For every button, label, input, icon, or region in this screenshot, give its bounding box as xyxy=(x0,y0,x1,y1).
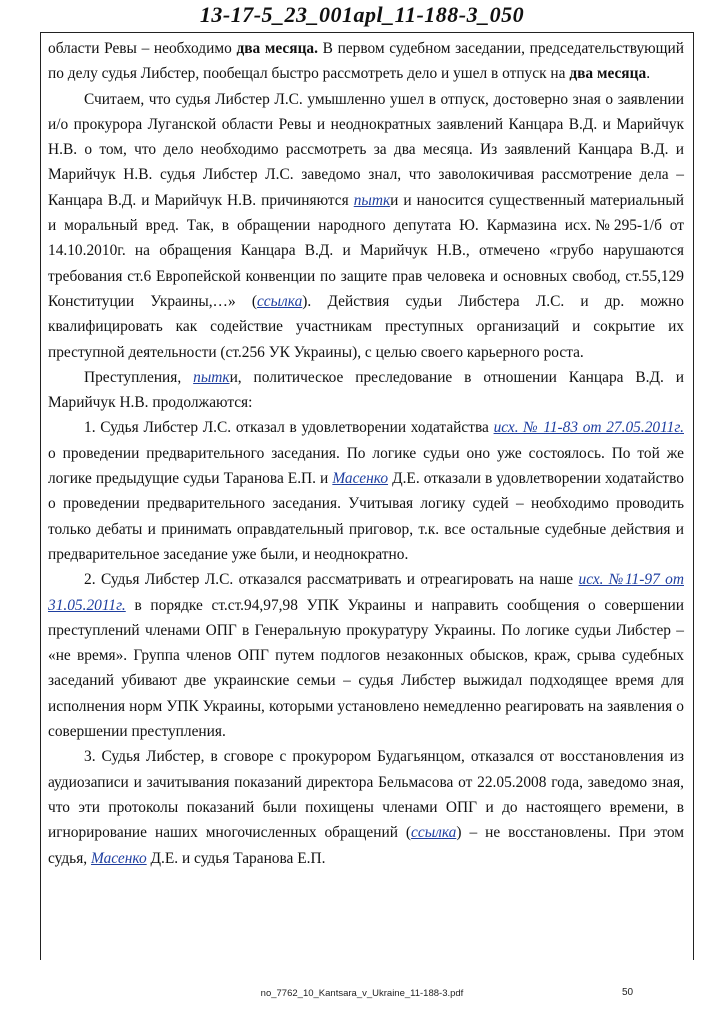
bold-text: два месяца xyxy=(569,65,647,83)
link-masenko[interactable]: Масенко xyxy=(90,849,147,867)
footer-filename: no_7762_10_Kantsara_v_Ukraine_11-188-3.pdf xyxy=(260,988,464,999)
text-run: о проведении предварительного заседания. По логике судьи оно уже состоялось. По той же логике предыдущие судьи Таранова Е.П. и xyxy=(48,444,684,488)
text-run: Преступления, xyxy=(84,368,194,386)
bold-text: два месяца. xyxy=(236,40,318,57)
paragraph-1 xyxy=(48,36,684,87)
link-reference[interactable]: ссылка xyxy=(256,292,303,310)
link-torture[interactable]: пытк xyxy=(193,368,230,386)
page-title: 13-17-5_23_001apl_11-188-3_050 xyxy=(199,2,525,27)
text-run: области Ревы – необходимо xyxy=(48,40,237,57)
text-run: Д.Е. отказали в удовлетворении ходатайство о проведении предварительного заседания. Учитывая логику судей – необходимо проводить только дебаты и принимать оправдательный приговор, т.к. все остальные судебные действия и предварительное заседание уже были, и неоднократно. xyxy=(48,470,684,563)
paragraph-5 xyxy=(48,567,684,744)
text-run: 2. Судья Либстер Л.С. отказался рассматривать и отреагировать на наше xyxy=(84,571,579,589)
text-run: Д.Е. и судья Таранова Е.П. xyxy=(146,849,326,867)
paragraph-3 xyxy=(48,365,684,416)
text-run: Считаем, что судья Либстер Л.С. умышленно ушел в отпуск, достоверно зная о заявлении и/о прокурора Луганской области Ревы и неоднократных заявлений Канцара В.Д. и Марийчук Н.В. о том, что дело необходимо рассмотреть за два месяца. Из заявлений Канцара В.Д. и Марийчук Н.В. судья Либстер Л.С. заведомо знал, что заволокичивая рассмотрение дела – Канцара В.Д. и Марийчук Н.В. причиняются xyxy=(48,90,684,209)
link-reference[interactable]: ссылка xyxy=(411,824,457,842)
link-torture[interactable]: пытк xyxy=(353,191,391,209)
paragraph-6 xyxy=(48,744,684,870)
link-motion-11-83[interactable]: исх. № 11-83 от 27.05.2011г. xyxy=(493,419,684,437)
text-run: 3. Судья Либстер, в сговоре с прокурором Будагьянцом, отказался от восстановления из аудиозаписи и зачитывания показаний директора Бельмасова от 22.05.2008 года, заведомо зная, что эти протоколы показаний были похищены членами ОПГ и до настоящего времени, в игнорирование наших многочисленных обращений ( xyxy=(48,748,684,842)
text-run: и, политическое преследование в отношении Канцара В.Д. и Марийчук Н.В. продолжаются: xyxy=(48,368,684,412)
text-run: и и наносится существенный материальный и моральный вред. Так, в обращении народного депутата Ю. Кармазина исх.№295-1/б от 14.10.2010г. на обращения Канцара В.Д. и Марийчук Н.В., отмечено «грубо нарушаются требования ст.6 Европейской конвенции по защите прав человека и основных свобод, ст.55,129 Конституции Украины,…» ( xyxy=(48,191,684,310)
text-run: ) – не восстановлены. При этом судья, xyxy=(48,824,684,867)
text-run: в порядке ст.ст.94,97,98 УПК Украины и направить сообщения о совершении преступлений членами ОПГ в Генеральную прокуратуру Украины. По логике судьи Либстер – «не время». Группа членов ОПГ путем подлогов незаконных обысков, краж, срыва судебных заседаний убивают две украинские семьи – судья Либстер выжидал подходящее время для исполнения норм УПК Украины, которыми установлено немедленно реагировать на заявления о совершении преступления. xyxy=(48,596,684,741)
paragraph-4 xyxy=(48,415,684,567)
text-run: В первом судебном заседании, председательствующий по делу судья Либстер, пообещал быстро рассмотреть дело и ушел в отпуск на xyxy=(48,40,684,83)
footer-page-number: 50 xyxy=(622,987,634,998)
link-motion-11-97[interactable]: исх. №11-97 от 31.05.2011г. xyxy=(48,571,684,614)
text-run: ). Действия судьи Либстера Л.С. и др. можно квалифицировать как содействие участникам преступных организаций и сокрытие их преступной деятельности (ст.256 УК Украины), с целью своего карьерного роста. xyxy=(48,292,684,361)
document-body xyxy=(48,36,684,871)
link-masenko[interactable]: Масенко xyxy=(332,470,389,488)
text-run: 1. Судья Либстер Л.С. отказал в удовлетворении ходатайства xyxy=(84,419,494,437)
text-run: . xyxy=(646,65,651,83)
paragraph-2 xyxy=(48,87,684,365)
